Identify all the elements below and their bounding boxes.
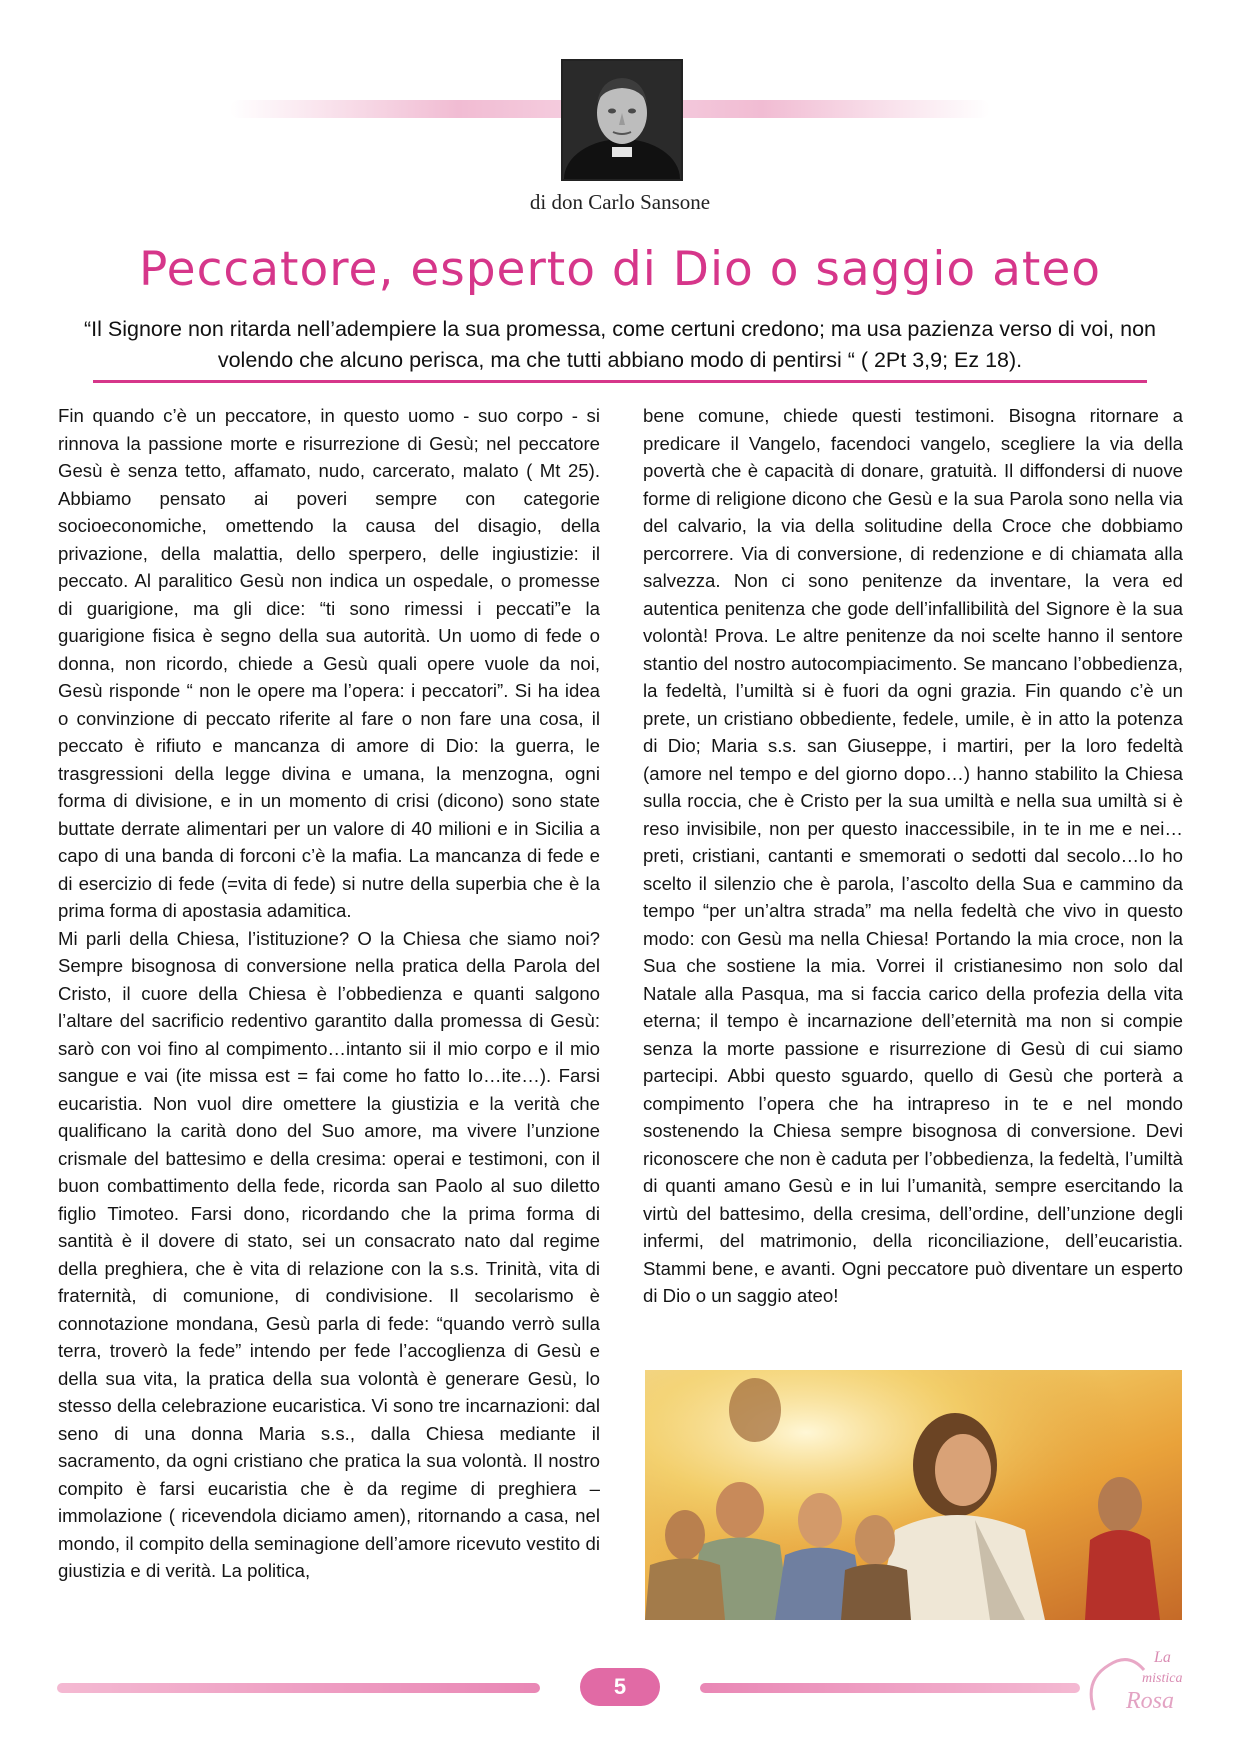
logo-text-mistica: mistica [1142, 1671, 1183, 1686]
right-paragraph: bene comune, chiede questi testimoni. Bisogna ritornare a predicare il Vangelo, facendoci vangelo, scegliere la via della povertà che è capacità di donare, gratuità. Il diffondersi di nuove forme di religione dicono che Gesù e la sua Parola sono nella via del calvario, la via della solitudine della Croce che dobbiamo percorrere. Via di conversione, di redenzione e di chiamata alla salvezza. Non ci sono penitenze da inventare, la vera ed autentica penitenza che gode dell’infallibilità del Signore è la sua volontà! Prova. Le altre penitenze da noi scelte hanno il sentore stantio del nostro autocompiacimento. Se mancano l’obbedienza, la fedeltà, l’umiltà si è fuori da ogni grazia. Fin quando c’è un prete, un cristiano obbediente, fedele, umile, è in atto la potenza di Dio; Maria s.s. san Giuseppe, i martiri, per la loro fedeltà (amore nel tempo e del giorno dopo…) hanno stabilito la Chiesa sulla roccia, che è Cristo per la sua umiltà e nella sua umiltà si è reso invisibile, non per questo inaccessibile, in te in me e nei…preti, cristiani, cantanti e smemorati o sedotti dal secolo…Io ho scelto il silenzio che è parola, l’ascolto della Sua e cammino da tempo “per un’altra strada” ma nella fedeltà che vivo in questo modo: con Gesù ma nella Chiesa! Portando la mia croce, non la Sua che sostiene la mia. Vorrei il cristianesimo non solo dal Natale alla Pasqua, ma si faccia carico della profezia della vita eterna; il tempo è incarnazione dell’eternità ma non si compie senza la morte passione e risurrezione di Gesù di cui siamo partecipi. Abbi questo sguardo, quello di Gesù che porterà a compimento l’opera che ha intrapreso in te e nel mondo sostenendo la Chiesa sempre bisognosa di conversione. Devi riconoscere che non è caduta per l’obbedienza, la fedeltà, l’umiltà di quanti amano Gesù e in lui l’umanità, sempre esercitando la virtù del battesimo, della cresima, dell’ordine, dell’unzione degli infermi, del matrimonio, della riconciliazione, dell’eucaristia. Stammi bene, e avanti. Ogni peccatore può diventare un esperto di Dio o un saggio ateo! [643, 405, 1183, 1306]
page-number-badge: 5 [580, 1668, 660, 1706]
jesus-painting-image [645, 1370, 1182, 1620]
right-column [643, 402, 1183, 1310]
byline: di don Carlo Sansone [529, 190, 711, 214]
epigraph-quote: “Il Signore non ritarda nell’adempiere la sua promessa, come certuni credono; ma usa pazienza verso di voi, non volendo che alcuno perisca, ma che tutti abbiano modo di pentirsi “ ( 2Pt 3,9; Ez 18). [84, 317, 1156, 372]
author-portrait [561, 59, 683, 181]
quote-divider [93, 380, 1147, 383]
left-paragraph-2: Mi parli della Chiesa, l’istituzione? O la Chiesa che siamo noi? Sempre bisognosa di conversione nella pratica della Parola del Cristo, il cuore della Chiesa è l’obbedienza e quanti salgono l’altare del sacrificio redentivo garantito dalla promessa di Gesù: sarò con voi fino al compimento…intanto sii il mio corpo e il mio sangue e vai (ite missa est = fai come ho fatto Io…ite…). Farsi eucaristia. Non vuol dire omettere la giustizia e la verità che qualificano la carità dono del Suo amore, ma vivere l’unzione crismale del battesimo e della cresima: operai e testimoni, con il buon combattimento della fede, ricorda san Paolo al suo diletto figlio Timoteo. Farsi dono, ricordando che la prima forma di santità è il dovere di stato, sei un consacrato nato dal regime della preghiera, che è vita di relazione con la s.s. Trinità, vita di fraternità, di comunione, di condivisione. Il secolarismo è connotazione mondana, Gesù parla di fede: “quando verrò sulla terra, troverò la fede” intendo per fede l’accoglienza di Gesù e della sua vita, la pratica della sua volontà è generare Gesù, lo stesso della celebrazione eucaristica. Vi sono tre incarnazioni: dal seno di una donna Maria s.s., dalla Chiesa mediante il sacramento, da ogni cristiano che pratica la sua volontà. Il nostro compito è farsi eucaristia che è da regime di preghiera – immolazione ( ricevendola diciamo amen), ritornando a casa, nel mondo, il compito della seminagione dell’amore ricevuto vestito di giustizia e di verità. La politica, [58, 927, 600, 1581]
logo-text-rosa: Rosa [1126, 1688, 1174, 1714]
left-paragraph-1: Fin quando c’è un peccatore, in questo uomo - suo corpo - si rinnova la passione morte e risurrezione di Gesù; nel peccatore Gesù è senza tetto, affamato, nudo, carcerato, malato ( Mt 25). Abbiamo pensato ai poveri sempre con categorie socioeconomiche, omettendo la causa del disagio, della privazione, della malattia, dello sperpero, delle ingiustizie: il peccato. Al paralitico Gesù non indica un ospedale, o promesse di guarigione, ma gli dice: “ti sono rimessi i peccati”e la guarigione fisica è segno della sua autorità. Un uomo di fede o donna, non ricordo, chiede a Gesù quali opere vuole da noi, Gesù risponde “ non le opere ma l’opera: i peccatori”. Si ha idea o convinzione di peccato riferite al fare o non fare una cosa, il peccato è rifiuto e mancanza di amore di Dio: la guerra, le trasgressioni della legge divina e umana, la menzogna, ogni forma di divisione, e in un momento di crisi (dicono) sono state buttate derrate alimentari per un valore di 40 milioni e in Sicilia a capo di una banda di forconi c’è la mafia. La mancanza di fede e di esercizio di fede (=vita di fede) si nutre della superbia che è la prima forma di apostasia adamitica. [58, 405, 600, 921]
footer-divider-left [57, 1683, 540, 1693]
article-title: Peccatore, esperto di Dio o saggio ateo [138, 242, 1102, 297]
magazine-logo [1074, 1640, 1204, 1720]
logo-text-la: La [1154, 1649, 1171, 1666]
left-column [58, 402, 600, 1585]
footer-divider-right [700, 1683, 1080, 1693]
